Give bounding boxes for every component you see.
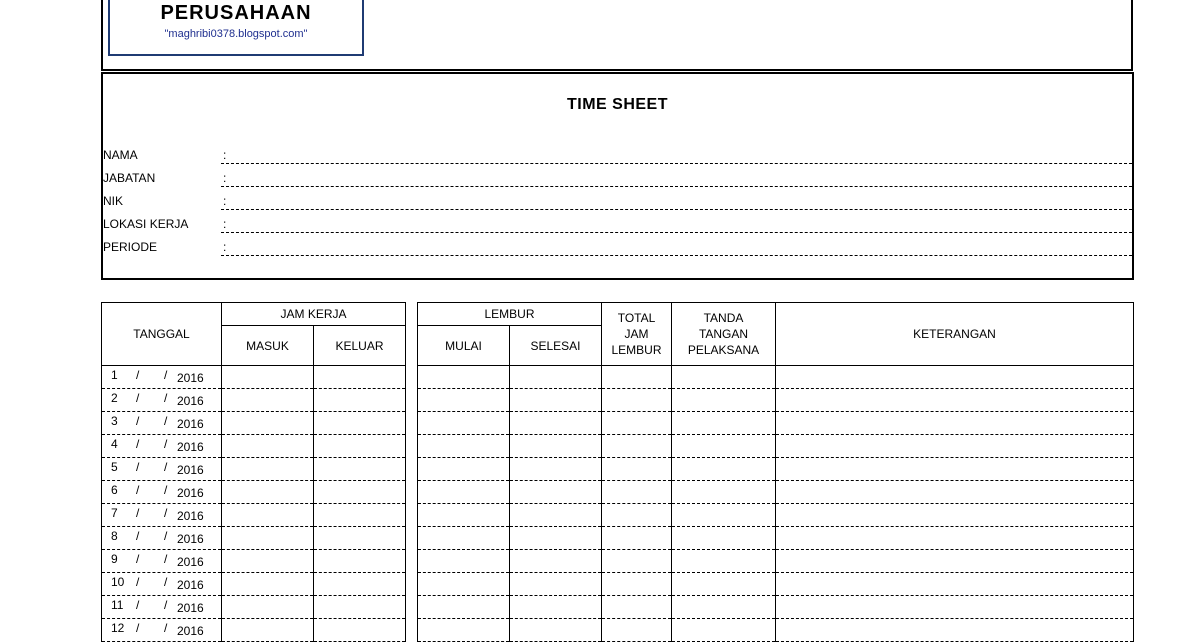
date-year: 2016 bbox=[177, 578, 204, 592]
date-separator: / bbox=[164, 598, 168, 612]
total-jam-lembur-cell[interactable] bbox=[602, 596, 672, 619]
keluar-cell[interactable] bbox=[314, 435, 406, 458]
date-year: 2016 bbox=[177, 509, 204, 523]
date-cell[interactable] bbox=[102, 527, 222, 550]
selesai-cell[interactable] bbox=[510, 596, 602, 619]
date-year: 2016 bbox=[177, 394, 204, 408]
field-label: NAMA bbox=[103, 148, 138, 162]
field-label: NIK bbox=[103, 194, 124, 208]
mulai-cell[interactable] bbox=[418, 389, 510, 412]
tanda-tangan-cell[interactable] bbox=[672, 504, 776, 527]
total-jam-lembur-cell[interactable] bbox=[602, 412, 672, 435]
selesai-cell[interactable] bbox=[510, 527, 602, 550]
tanda-tangan-cell[interactable] bbox=[672, 412, 776, 435]
table-row bbox=[418, 619, 1134, 642]
keluar-cell[interactable] bbox=[314, 389, 406, 412]
selesai-cell[interactable] bbox=[510, 481, 602, 504]
keluar-cell[interactable] bbox=[314, 573, 406, 596]
keterangan-cell[interactable] bbox=[776, 412, 1134, 435]
date-year: 2016 bbox=[177, 624, 204, 638]
masuk-cell[interactable] bbox=[222, 412, 314, 435]
date-year: 2016 bbox=[177, 463, 204, 477]
mulai-cell[interactable] bbox=[418, 619, 510, 642]
keterangan-cell[interactable] bbox=[776, 573, 1134, 596]
date-cell[interactable] bbox=[102, 619, 222, 642]
field-colon: : bbox=[223, 194, 227, 208]
table-row bbox=[418, 596, 1134, 619]
tanda-tangan-cell[interactable] bbox=[672, 596, 776, 619]
header-ttd-line1: TANDA bbox=[703, 311, 744, 325]
mulai-cell[interactable] bbox=[418, 550, 510, 573]
date-separator: / bbox=[136, 621, 140, 635]
date-separator: / bbox=[136, 391, 140, 405]
header-jam-kerja: JAM KERJA bbox=[222, 303, 406, 326]
total-jam-lembur-cell[interactable] bbox=[602, 619, 672, 642]
mulai-cell[interactable] bbox=[418, 481, 510, 504]
masuk-cell[interactable] bbox=[222, 527, 314, 550]
date-separator: / bbox=[136, 575, 140, 589]
header-tanggal: TANGGAL bbox=[102, 303, 222, 366]
keterangan-cell[interactable] bbox=[776, 435, 1134, 458]
date-year: 2016 bbox=[177, 440, 204, 454]
selesai-cell[interactable] bbox=[510, 389, 602, 412]
date-cell[interactable] bbox=[102, 596, 222, 619]
date-day: 6 bbox=[111, 483, 118, 497]
field-colon: : bbox=[223, 148, 227, 162]
keluar-cell[interactable] bbox=[314, 458, 406, 481]
date-separator: / bbox=[136, 552, 140, 566]
date-day: 8 bbox=[111, 529, 118, 543]
keterangan-cell[interactable] bbox=[776, 389, 1134, 412]
total-jam-lembur-cell[interactable] bbox=[602, 435, 672, 458]
table-row bbox=[102, 458, 406, 481]
date-separator: / bbox=[164, 575, 168, 589]
table-row bbox=[102, 504, 406, 527]
date-separator: / bbox=[164, 529, 168, 543]
table-row bbox=[102, 412, 406, 435]
date-separator: / bbox=[136, 368, 140, 382]
keterangan-cell[interactable] bbox=[776, 504, 1134, 527]
masuk-cell[interactable] bbox=[222, 619, 314, 642]
mulai-cell[interactable] bbox=[418, 412, 510, 435]
date-cell[interactable] bbox=[102, 389, 222, 412]
masuk-cell[interactable] bbox=[222, 435, 314, 458]
date-separator: / bbox=[136, 460, 140, 474]
masuk-cell[interactable] bbox=[222, 504, 314, 527]
date-year: 2016 bbox=[177, 371, 204, 385]
keterangan-cell[interactable] bbox=[776, 458, 1134, 481]
tanda-tangan-cell[interactable] bbox=[672, 458, 776, 481]
date-day: 5 bbox=[111, 460, 118, 474]
date-cell[interactable] bbox=[102, 412, 222, 435]
mulai-cell[interactable] bbox=[418, 504, 510, 527]
header-mulai: MULAI bbox=[418, 326, 510, 366]
total-jam-lembur-cell[interactable] bbox=[602, 366, 672, 389]
table-row bbox=[102, 550, 406, 573]
date-cell[interactable] bbox=[102, 458, 222, 481]
masuk-cell[interactable] bbox=[222, 458, 314, 481]
date-separator: / bbox=[136, 529, 140, 543]
header-selesai: SELESAI bbox=[510, 326, 602, 366]
date-cell[interactable] bbox=[102, 366, 222, 389]
masuk-cell[interactable] bbox=[222, 596, 314, 619]
date-cell[interactable] bbox=[102, 481, 222, 504]
date-separator: / bbox=[164, 414, 168, 428]
table-row bbox=[418, 412, 1134, 435]
lokasi-kerja-entry-line[interactable] bbox=[221, 232, 1132, 233]
field-colon: : bbox=[223, 240, 227, 254]
table-row bbox=[102, 366, 406, 389]
keterangan-cell[interactable] bbox=[776, 527, 1134, 550]
table-row bbox=[418, 504, 1134, 527]
selesai-cell[interactable] bbox=[510, 573, 602, 596]
masuk-cell[interactable] bbox=[222, 366, 314, 389]
date-day: 12 bbox=[111, 621, 125, 635]
date-separator: / bbox=[136, 483, 140, 497]
date-cell[interactable] bbox=[102, 504, 222, 527]
table-row bbox=[418, 435, 1134, 458]
field-colon: : bbox=[223, 171, 227, 185]
keterangan-cell[interactable] bbox=[776, 619, 1134, 642]
field-label: JABATAN bbox=[103, 171, 156, 185]
header-total-line3: LEMBUR bbox=[611, 343, 662, 357]
total-jam-lembur-cell[interactable] bbox=[602, 573, 672, 596]
tanda-tangan-cell[interactable] bbox=[672, 481, 776, 504]
header-ttd-line3: PELAKSANA bbox=[687, 343, 760, 357]
masuk-cell[interactable] bbox=[222, 550, 314, 573]
date-separator: / bbox=[164, 483, 168, 497]
table-row bbox=[102, 573, 406, 596]
nik-entry-line[interactable] bbox=[221, 209, 1132, 210]
table-row bbox=[102, 435, 406, 458]
table-row bbox=[418, 550, 1134, 573]
header-total-line1: TOTAL bbox=[617, 311, 656, 325]
masuk-cell[interactable] bbox=[222, 573, 314, 596]
date-separator: / bbox=[164, 368, 168, 382]
header-keluar: KELUAR bbox=[314, 326, 406, 366]
selesai-cell[interactable] bbox=[510, 550, 602, 573]
table-row bbox=[418, 389, 1134, 412]
field-label: LOKASI KERJA bbox=[103, 217, 189, 231]
date-day: 3 bbox=[111, 414, 118, 428]
table-row bbox=[102, 527, 406, 550]
header-tanda-tangan bbox=[672, 303, 776, 366]
date-separator: / bbox=[164, 460, 168, 474]
sheet-title: TIME SHEET bbox=[566, 96, 668, 113]
date-separator: / bbox=[136, 598, 140, 612]
header-total-line2: JAM bbox=[624, 327, 649, 341]
date-day: 2 bbox=[111, 391, 118, 405]
selesai-cell[interactable] bbox=[510, 366, 602, 389]
keluar-cell[interactable] bbox=[314, 596, 406, 619]
date-separator: / bbox=[164, 437, 168, 451]
table-row bbox=[418, 481, 1134, 504]
table-row bbox=[418, 527, 1134, 550]
date-cell[interactable] bbox=[102, 573, 222, 596]
periode-entry-line[interactable] bbox=[221, 255, 1132, 256]
company-name: PERUSAHAAN bbox=[160, 2, 312, 24]
date-cell[interactable] bbox=[102, 550, 222, 573]
date-day: 10 bbox=[111, 575, 125, 589]
company-logo-box bbox=[108, 0, 364, 56]
keterangan-cell[interactable] bbox=[776, 366, 1134, 389]
table-row bbox=[418, 458, 1134, 481]
keluar-cell[interactable] bbox=[314, 481, 406, 504]
field-colon: : bbox=[223, 217, 227, 231]
keluar-cell[interactable] bbox=[314, 412, 406, 435]
selesai-cell[interactable] bbox=[510, 619, 602, 642]
total-jam-lembur-cell[interactable] bbox=[602, 389, 672, 412]
tanda-tangan-cell[interactable] bbox=[672, 366, 776, 389]
selesai-cell[interactable] bbox=[510, 412, 602, 435]
mulai-cell[interactable] bbox=[418, 596, 510, 619]
table-row bbox=[418, 366, 1134, 389]
table-row bbox=[102, 389, 406, 412]
date-separator: / bbox=[136, 506, 140, 520]
date-year: 2016 bbox=[177, 486, 204, 500]
date-cell[interactable] bbox=[102, 435, 222, 458]
date-year: 2016 bbox=[177, 555, 204, 569]
timesheet-table-right bbox=[417, 302, 1134, 642]
nama-entry-line[interactable] bbox=[221, 163, 1132, 164]
total-jam-lembur-cell[interactable] bbox=[602, 527, 672, 550]
tanda-tangan-cell[interactable] bbox=[672, 527, 776, 550]
selesai-cell[interactable] bbox=[510, 435, 602, 458]
total-jam-lembur-cell[interactable] bbox=[602, 458, 672, 481]
table-row bbox=[102, 619, 406, 642]
company-url: "maghribi0378.blogspot.com" bbox=[164, 28, 308, 40]
date-separator: / bbox=[136, 437, 140, 451]
mulai-cell[interactable] bbox=[418, 366, 510, 389]
field-label: PERIODE bbox=[103, 240, 158, 254]
total-jam-lembur-cell[interactable] bbox=[602, 481, 672, 504]
total-jam-lembur-cell[interactable] bbox=[602, 550, 672, 573]
selesai-cell[interactable] bbox=[510, 458, 602, 481]
table-row bbox=[102, 596, 406, 619]
header-masuk: MASUK bbox=[222, 326, 314, 366]
masuk-cell[interactable] bbox=[222, 481, 314, 504]
keterangan-cell[interactable] bbox=[776, 481, 1134, 504]
tanda-tangan-cell[interactable] bbox=[672, 389, 776, 412]
timesheet-table-left bbox=[101, 302, 406, 642]
date-year: 2016 bbox=[177, 601, 204, 615]
header-ttd-line2: TANGAN bbox=[698, 327, 749, 341]
date-separator: / bbox=[164, 621, 168, 635]
keterangan-cell[interactable] bbox=[776, 550, 1134, 573]
mulai-cell[interactable] bbox=[418, 527, 510, 550]
tanda-tangan-cell[interactable] bbox=[672, 435, 776, 458]
date-separator: / bbox=[164, 391, 168, 405]
masuk-cell[interactable] bbox=[222, 389, 314, 412]
header-total-jam-lembur bbox=[602, 303, 672, 366]
date-separator: / bbox=[136, 414, 140, 428]
date-year: 2016 bbox=[177, 417, 204, 431]
tanda-tangan-cell[interactable] bbox=[672, 550, 776, 573]
mulai-cell[interactable] bbox=[418, 435, 510, 458]
date-day: 11 bbox=[111, 598, 124, 612]
mulai-cell[interactable] bbox=[418, 573, 510, 596]
table-row bbox=[418, 573, 1134, 596]
keterangan-cell[interactable] bbox=[776, 596, 1134, 619]
keluar-cell[interactable] bbox=[314, 504, 406, 527]
date-day: 9 bbox=[111, 552, 118, 566]
table-row bbox=[102, 481, 406, 504]
date-day: 4 bbox=[111, 437, 118, 451]
mulai-cell[interactable] bbox=[418, 458, 510, 481]
tanda-tangan-cell[interactable] bbox=[672, 619, 776, 642]
date-day: 1 bbox=[111, 368, 118, 382]
tanda-tangan-cell[interactable] bbox=[672, 573, 776, 596]
date-separator: / bbox=[164, 506, 168, 520]
header-lembur: LEMBUR bbox=[418, 303, 602, 326]
date-separator: / bbox=[164, 552, 168, 566]
total-jam-lembur-cell[interactable] bbox=[602, 504, 672, 527]
date-day: 7 bbox=[111, 506, 118, 520]
keluar-cell[interactable] bbox=[314, 550, 406, 573]
keluar-cell[interactable] bbox=[314, 619, 406, 642]
header-keterangan: KETERANGAN bbox=[776, 303, 1134, 366]
keluar-cell[interactable] bbox=[314, 366, 406, 389]
keluar-cell[interactable] bbox=[314, 527, 406, 550]
date-year: 2016 bbox=[177, 532, 204, 546]
selesai-cell[interactable] bbox=[510, 504, 602, 527]
jabatan-entry-line[interactable] bbox=[221, 186, 1132, 187]
